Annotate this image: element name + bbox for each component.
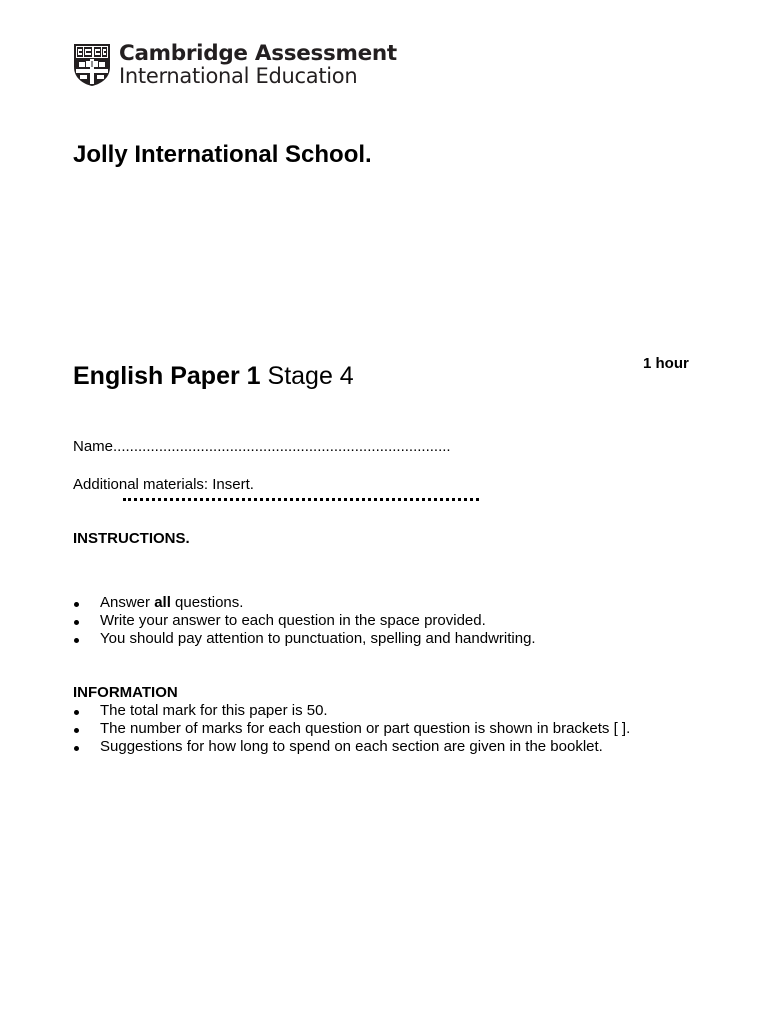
information-heading: INFORMATION (73, 684, 178, 701)
instruction-item: Answer all questions. (73, 594, 536, 612)
bullet-icon (74, 620, 79, 625)
dotted-divider (123, 498, 479, 501)
information-item: The total mark for this paper is 50. (73, 702, 630, 720)
logo-line-1: Cambridge Assessment (119, 41, 397, 66)
logo-line-2: International Education (119, 64, 358, 88)
paper-title-bold: English Paper 1 (73, 362, 261, 390)
instructions-heading: INSTRUCTIONS. (73, 530, 190, 547)
information-item: The number of marks for each question or part question is shown in brackets [ ]. (73, 720, 630, 738)
bullet-icon (74, 638, 79, 643)
cambridge-logo (73, 43, 397, 89)
bullet-icon (74, 746, 79, 751)
instruction-item: You should pay attention to punctuation, spelling and handwriting. (73, 630, 536, 648)
additional-materials: Additional materials: Insert. (73, 476, 254, 493)
paper-stage: Stage 4 (267, 362, 354, 390)
name-field-line: Name................................................................................. (73, 438, 451, 455)
bullet-icon (74, 602, 79, 607)
instruction-item: Write your answer to each question in the space provided. (73, 612, 536, 630)
instructions-list (73, 594, 536, 648)
bullet-icon (74, 728, 79, 733)
exam-duration: 1 hour (643, 355, 689, 372)
bullet-icon (74, 710, 79, 715)
paper-title (73, 360, 354, 392)
school-name: Jolly International School. (73, 141, 372, 168)
information-item: Suggestions for how long to spend on each section are given in the booklet. (73, 738, 630, 756)
information-list (73, 702, 630, 756)
cambridge-shield-icon (73, 43, 111, 87)
